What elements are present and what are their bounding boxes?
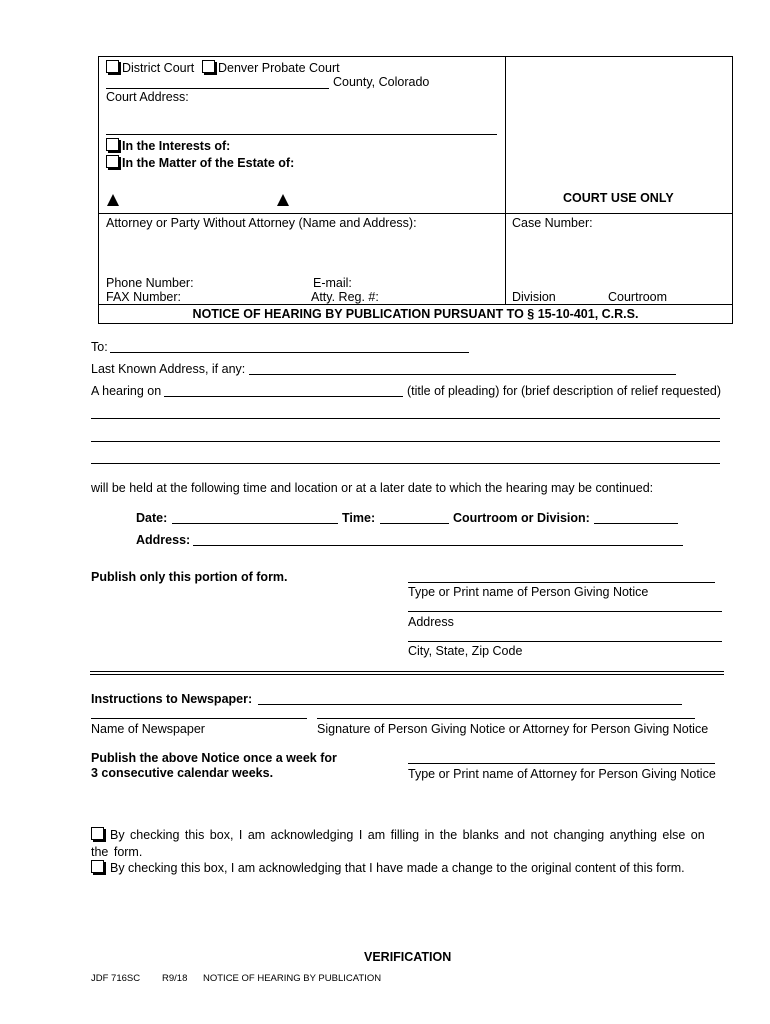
ack-made-change-text: By checking this box, I am acknowledging that I have made a change to the original content of this form. xyxy=(110,861,685,875)
address-caption: Address xyxy=(408,615,454,629)
denver-probate-label: Denver Probate Court xyxy=(218,61,340,75)
phone-label: Phone Number: xyxy=(106,276,194,290)
in-the-matter-label: In the Matter of the Estate of: xyxy=(122,156,295,170)
section-divider-top xyxy=(90,671,724,672)
triangle-marker-right xyxy=(277,194,289,206)
footer-title: NOTICE OF HEARING BY PUBLICATION xyxy=(203,973,382,984)
district-court-checkbox[interactable] xyxy=(106,60,119,73)
city-state-zip-blank[interactable] xyxy=(408,641,722,642)
to-blank[interactable] xyxy=(110,352,469,353)
court-address-label: Court Address: xyxy=(106,90,189,104)
case-number-label: Case Number: xyxy=(512,216,593,230)
ack-made-change[interactable] xyxy=(91,860,723,877)
signature-blank[interactable] xyxy=(317,718,695,719)
attorney-name-blank[interactable] xyxy=(408,763,715,764)
title-of-pleading-label: (title of pleading) for (brief description of relief requested) xyxy=(407,384,722,398)
division-label: Division xyxy=(512,290,556,304)
last-known-blank[interactable] xyxy=(249,374,676,375)
name-of-newspaper-label: Name of Newspaper xyxy=(91,722,205,736)
in-the-matter-checkbox[interactable] xyxy=(106,155,119,168)
district-court-label: District Court xyxy=(122,61,195,75)
last-known-label: Last Known Address, if any: xyxy=(91,362,246,376)
address-blank[interactable] xyxy=(193,545,683,546)
ack-no-change-text: By checking this box, I am acknowledging I am filling in the blanks and not changing anything else on the form. xyxy=(91,828,705,859)
footer-form-id: JDF 716SC xyxy=(91,973,141,984)
hearing-on-label: A hearing on xyxy=(91,384,162,398)
person-name-blank[interactable] xyxy=(408,582,715,583)
county-blank[interactable] xyxy=(106,88,329,89)
time-label: Time: xyxy=(342,511,376,525)
signature-label: Signature of Person Giving Notice or Attorney for Person Giving Notice xyxy=(317,722,709,736)
caption-row-divider-1 xyxy=(98,213,732,214)
date-blank[interactable] xyxy=(172,523,338,524)
date-label: Date: xyxy=(136,511,168,525)
caption-vertical-divider xyxy=(505,56,506,304)
denver-probate-checkbox[interactable] xyxy=(202,60,215,73)
in-the-interests-checkbox[interactable] xyxy=(106,138,119,151)
section-divider-bottom xyxy=(90,674,724,675)
verification-heading: VERIFICATION xyxy=(364,950,452,964)
relief-blank-2[interactable] xyxy=(91,441,720,442)
will-be-held-text: will be held at the following time and location or at a later date to which the hearing may be continued: xyxy=(91,481,654,495)
form-title: NOTICE OF HEARING BY PUBLICATION PURSUANT TO § 15-10-401, C.R.S. xyxy=(192,307,639,321)
instructions-label: Instructions to Newspaper: xyxy=(91,692,253,706)
email-label: E-mail: xyxy=(313,276,352,290)
fax-label: FAX Number: xyxy=(106,290,182,304)
relief-blank-1[interactable] xyxy=(91,418,720,419)
person-address-blank[interactable] xyxy=(408,611,722,612)
courtroom-division-blank[interactable] xyxy=(594,523,678,524)
denver-probate-option[interactable] xyxy=(202,60,340,75)
city-state-zip-label: City, State, Zip Code xyxy=(408,644,523,658)
courtroom-label: Courtroom xyxy=(608,290,668,304)
in-the-matter-option[interactable] xyxy=(106,155,294,170)
time-blank[interactable] xyxy=(380,523,449,524)
ack-made-change-checkbox[interactable] xyxy=(91,860,104,873)
in-the-interests-option[interactable] xyxy=(106,138,230,153)
county-label: County, Colorado xyxy=(333,75,430,89)
ack-no-change[interactable] xyxy=(91,827,723,861)
triangle-marker-left xyxy=(107,194,119,206)
ack-no-change-checkbox[interactable] xyxy=(91,827,104,840)
type-print-attorney-label: Type or Print name of Attorney for Person Giving Notice xyxy=(408,767,716,781)
newspaper-name-blank[interactable] xyxy=(91,718,307,719)
district-court-option[interactable] xyxy=(106,60,194,75)
to-label: To: xyxy=(91,340,108,354)
atty-reg-label: Atty. Reg. #: xyxy=(311,290,379,304)
in-the-interests-label: In the Interests of: xyxy=(122,139,231,153)
caption-row-divider-2 xyxy=(98,304,732,305)
relief-blank-3[interactable] xyxy=(91,463,720,464)
courtroom-division-label: Courtroom or Division: xyxy=(453,511,590,525)
hearing-on-blank[interactable] xyxy=(164,396,403,397)
type-print-name-label: Type or Print name of Person Giving Notice xyxy=(408,585,649,599)
address-label: Address: xyxy=(136,533,191,547)
court-use-only: COURT USE ONLY xyxy=(563,191,674,205)
instructions-blank[interactable] xyxy=(258,704,682,705)
footer-revision: R9/18 xyxy=(162,973,188,984)
publish-instruction-line1: Publish the above Notice once a week for xyxy=(91,751,337,765)
party-name-blank[interactable] xyxy=(106,134,497,135)
publish-only-label: Publish only this portion of form. xyxy=(91,570,288,584)
attorney-label: Attorney or Party Without Attorney (Name and Address): xyxy=(106,216,417,230)
publish-instruction-line2: 3 consecutive calendar weeks. xyxy=(91,766,274,780)
